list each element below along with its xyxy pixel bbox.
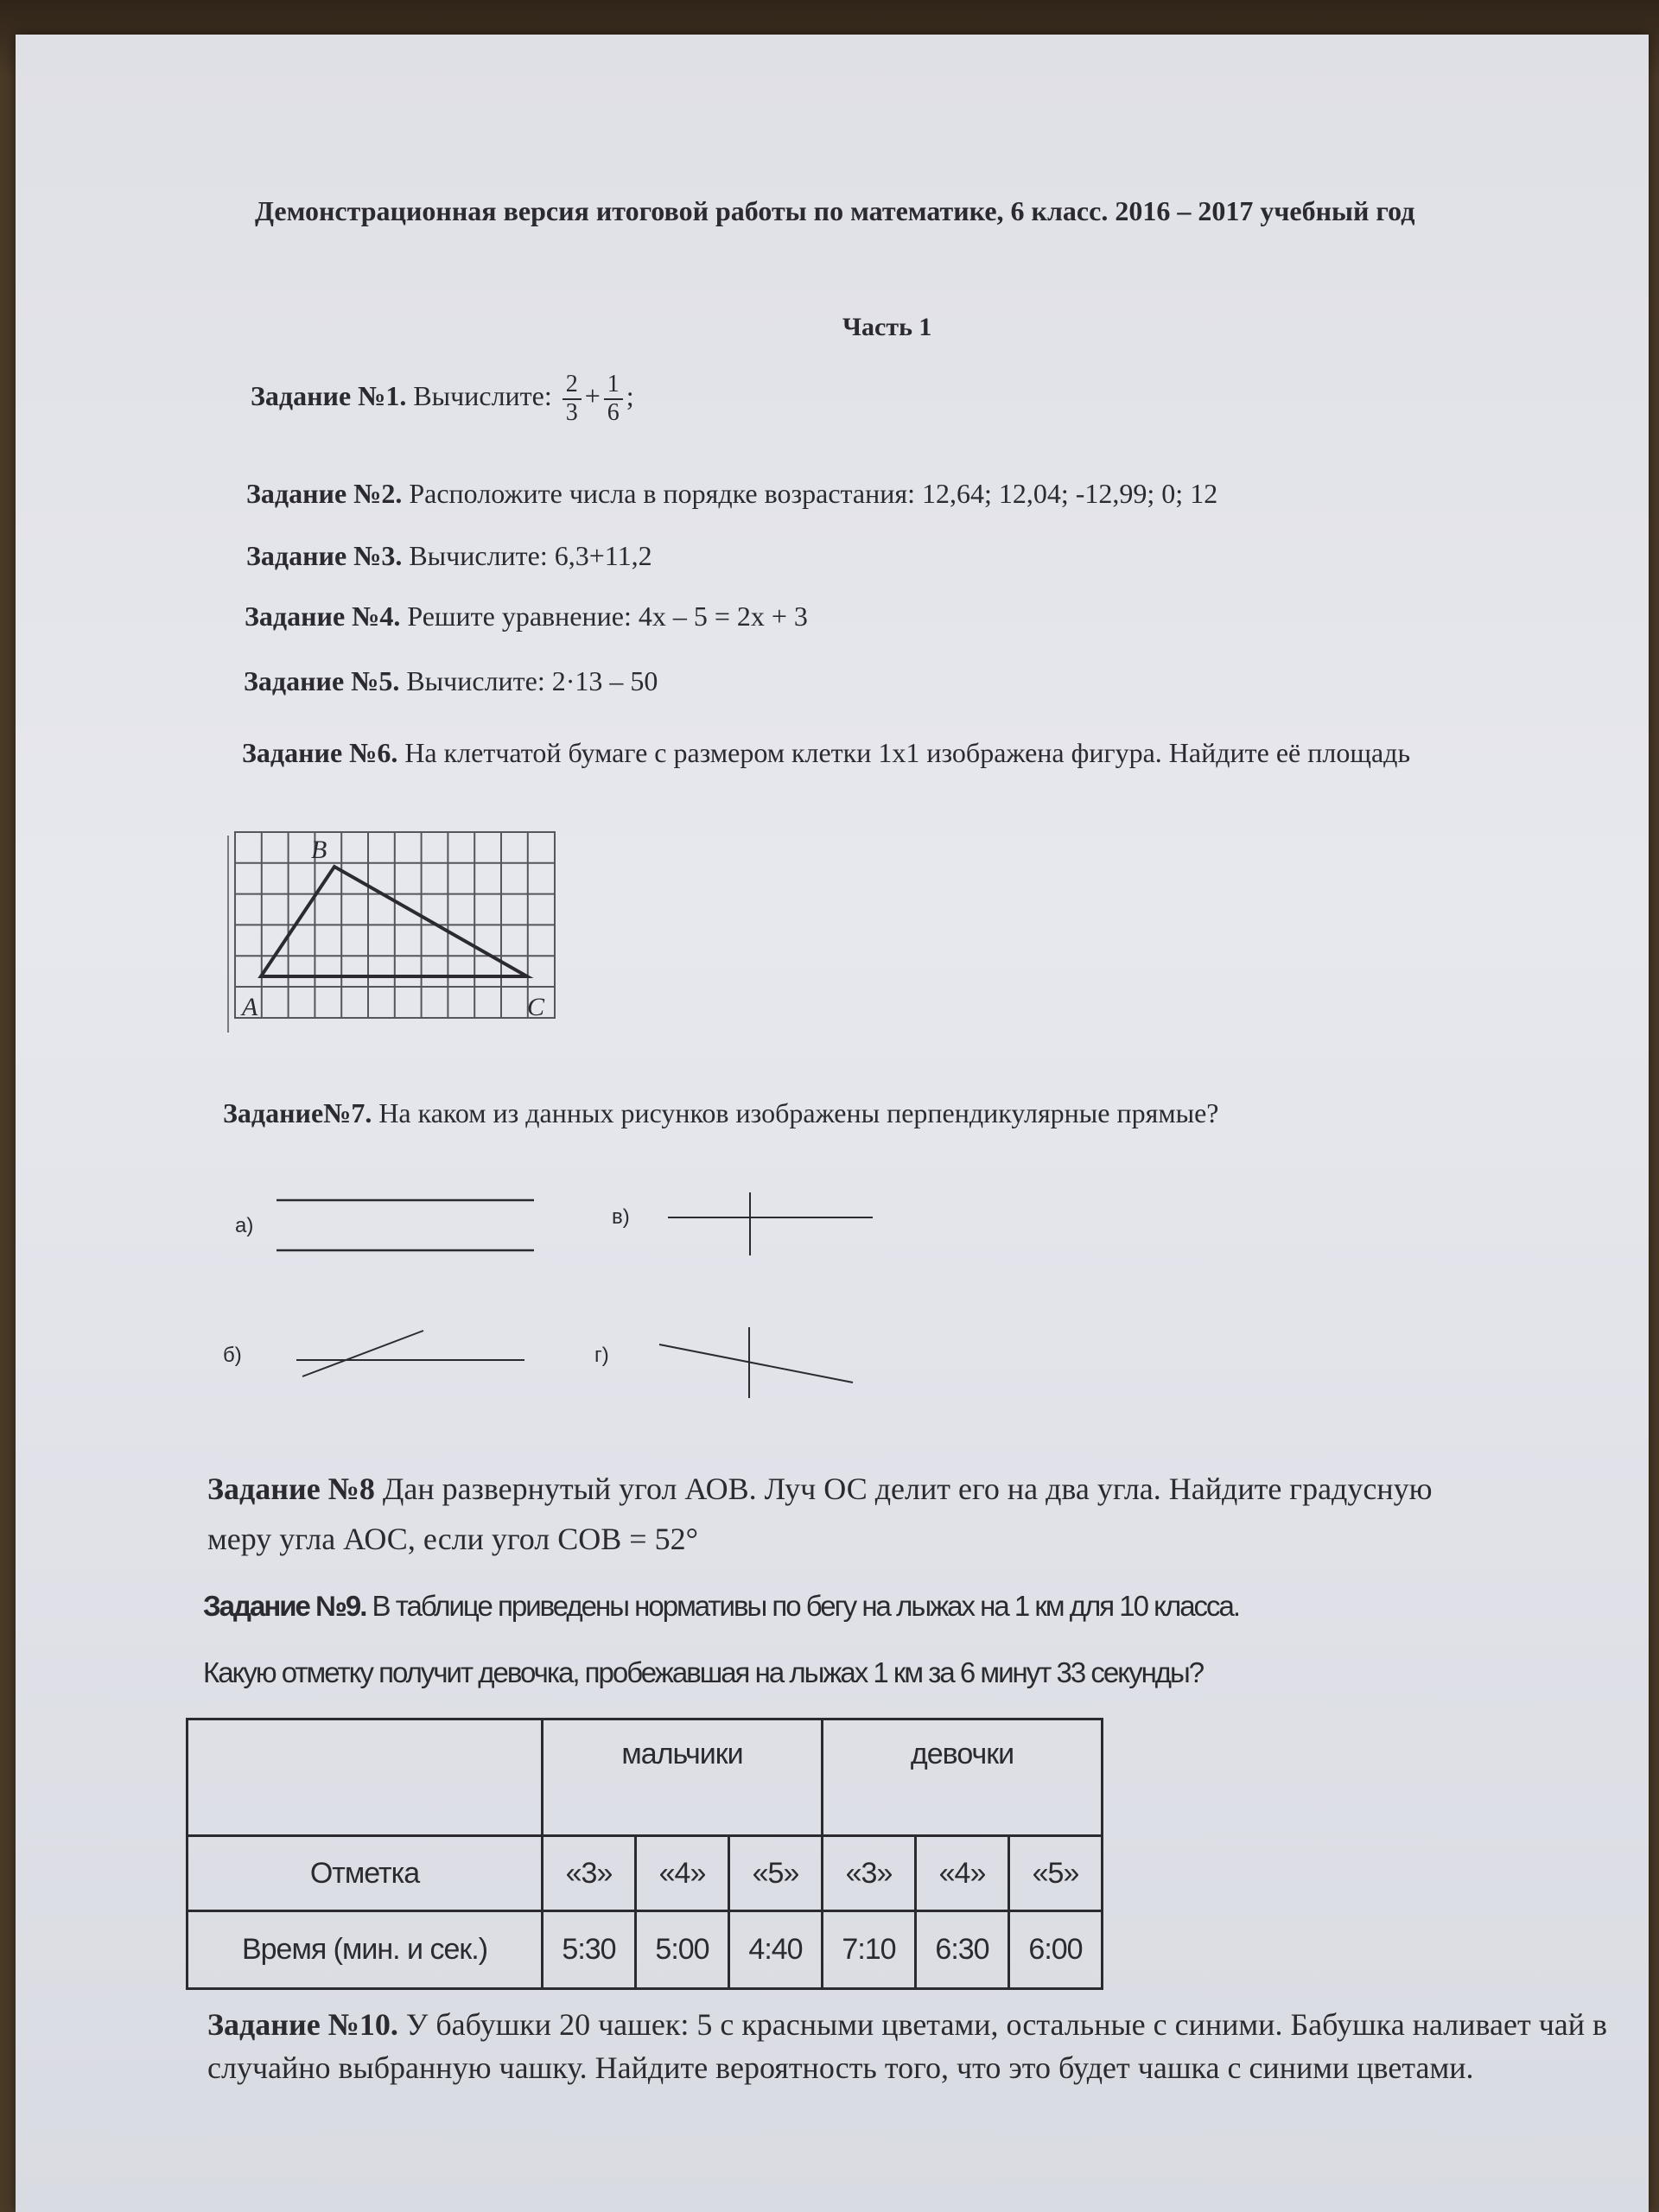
table-cell <box>188 1719 543 1836</box>
task-label: Задание№7. <box>223 1097 372 1128</box>
table-cell: «3» <box>543 1836 636 1911</box>
task-3 <box>246 536 652 575</box>
table-row <box>188 1911 1103 1989</box>
task-text: Решите уравнение: 4x – 5 = 2x + 3 <box>407 601 808 632</box>
task-label: Задание №6. <box>242 737 398 768</box>
task-label: Задание №9. <box>203 1590 366 1622</box>
task-text: На клетчатой бумаге с размером клетки 1x1 изображена фигура. Найдите её площадь <box>404 737 1411 768</box>
fraction <box>563 372 582 427</box>
numerator: 1 <box>604 372 623 400</box>
option-g-label: г) <box>594 1344 609 1367</box>
table-cell: «5» <box>729 1836 823 1911</box>
document-title: Демонстрационная версия итоговой работы по математике, 6 класс. 2016 – 2017 учебный год <box>255 195 1415 226</box>
task-text: Расположите числа в порядке возрастания: 12,64; 12,04; -12,99; 0; 12 <box>409 478 1218 509</box>
ski-norms-table <box>186 1718 1103 1990</box>
table-header-girls: девочки <box>823 1719 1103 1836</box>
denominator: 3 <box>565 398 578 426</box>
table-cell: «4» <box>916 1836 1009 1911</box>
task-9 <box>203 1586 1239 1627</box>
task-5 <box>244 661 658 701</box>
terminator: ; <box>626 380 634 412</box>
numerator: 2 <box>563 372 582 400</box>
table-cell: 5:00 <box>636 1911 729 1989</box>
task-4 <box>245 596 808 636</box>
grid-figure <box>225 825 570 1033</box>
vertex-label-a: A <box>242 993 258 1021</box>
task-text: Вычислите: <box>413 380 552 412</box>
table-row <box>188 1836 1103 1911</box>
part-heading: Часть 1 <box>842 313 932 341</box>
table-cell: 7:10 <box>823 1911 916 1989</box>
task-2 <box>246 474 1217 513</box>
table-cell: 4:40 <box>729 1911 823 1989</box>
row-label-time: Время (мин. и сек.) <box>188 1911 543 1989</box>
table-cell: «4» <box>636 1836 729 1911</box>
task-text: Вычислите: 6,3+11,2 <box>409 540 652 571</box>
task-6 <box>242 733 1538 772</box>
task-text: У бабушки 20 чашек: 5 с красными цветами, остальные с синими. Бабушка наливает чай в случайно выбранную чашку. Найдите вероятность того, что это будет чашка с синими цветами. <box>207 2007 1608 2086</box>
table-cell: 6:30 <box>916 1911 1009 1989</box>
task-label: Задание №8 <box>207 1471 375 1506</box>
vertex-label-c: C <box>527 993 545 1021</box>
task-label: Задание №4. <box>245 601 401 632</box>
task-text: Дан развернутый угол АОВ. Луч ОС делит его на два угла. Найдите градусную меру угла АОС, если угол СОВ = 52° <box>207 1471 1433 1556</box>
fraction <box>604 372 623 427</box>
task-8 <box>207 1465 1503 1564</box>
option-g-intersecting-lines <box>652 1320 868 1402</box>
task-text: В таблице приведены нормативы по бегу на лыжах на 1 км для 10 класса. <box>372 1590 1240 1622</box>
option-v-perpendicular-lines <box>661 1188 886 1262</box>
vertex-label-b: B <box>311 836 327 864</box>
task-text: На каком из данных рисунков изображены перпендикулярные прямые? <box>378 1097 1219 1128</box>
task-label: Задание №1. <box>251 380 407 412</box>
table-cell: «3» <box>823 1836 916 1911</box>
option-b-intersecting-lines <box>289 1320 536 1381</box>
task-text: Вычислите: 2·13 – 50 <box>406 665 658 696</box>
task-7 <box>223 1093 1218 1133</box>
task-1 <box>251 372 634 427</box>
operator: + <box>584 380 601 412</box>
task-label: Задание №10. <box>207 2007 398 2042</box>
table-cell: 6:00 <box>1009 1911 1103 1989</box>
option-a-parallel-lines <box>268 1188 544 1257</box>
option-b-label: б) <box>223 1344 242 1367</box>
table-cell: «5» <box>1009 1836 1103 1911</box>
table-header-boys: мальчики <box>543 1719 823 1836</box>
denominator: 6 <box>607 398 620 426</box>
task-label: Задание №3. <box>246 540 403 571</box>
option-a-label: а) <box>235 1214 254 1237</box>
row-label-grade: Отметка <box>188 1836 543 1911</box>
task-9-question: Какую отметку получит девочка, пробежавшая на лыжах 1 км за 6 минут 33 секунды? <box>203 1656 1204 1688</box>
task-label: Задание №2. <box>246 478 403 509</box>
table-row <box>188 1719 1103 1836</box>
table-cell: 5:30 <box>543 1911 636 1989</box>
option-v-label: в) <box>612 1205 630 1229</box>
task-label: Задание №5. <box>244 665 400 696</box>
task-10 <box>207 2003 1624 2090</box>
